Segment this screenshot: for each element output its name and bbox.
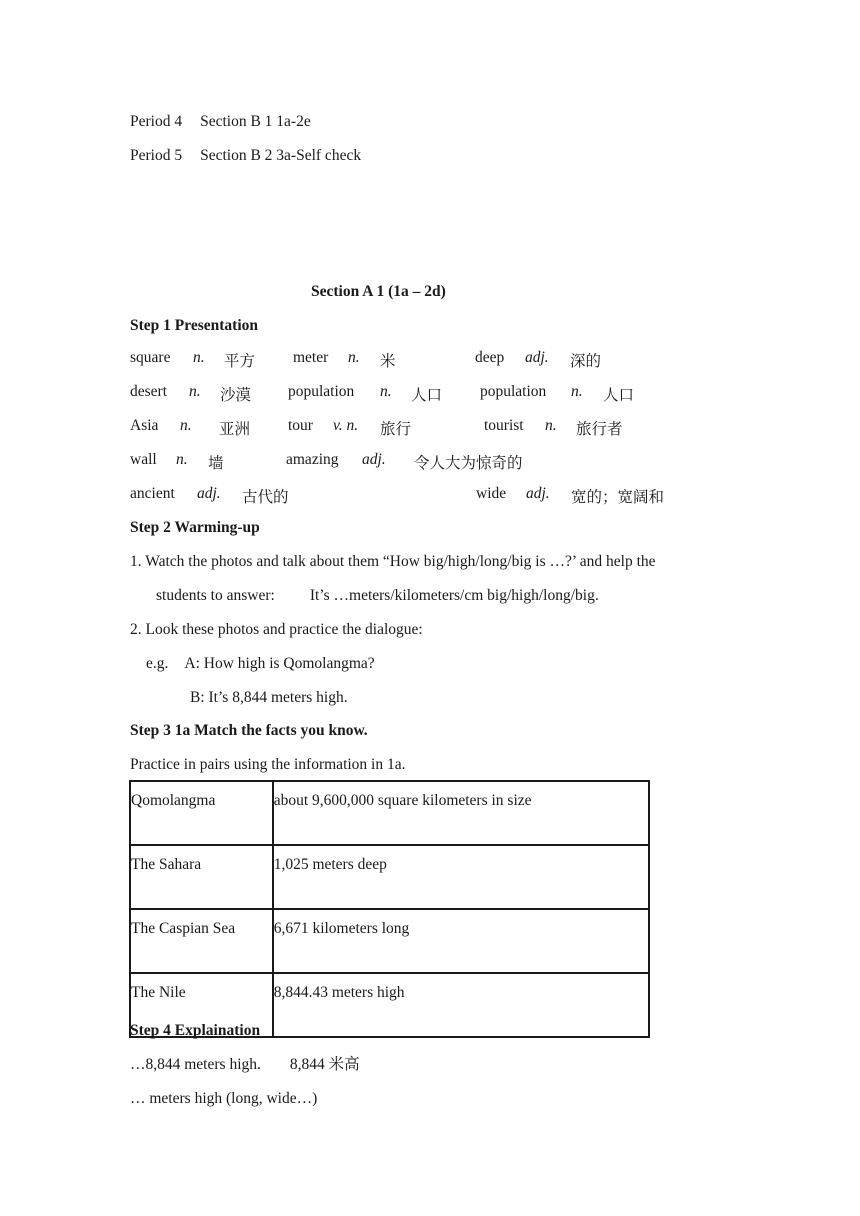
table-row <box>130 909 649 973</box>
vocab-word: square <box>130 349 171 366</box>
vocab-pos: n. <box>545 417 557 434</box>
vocab-word: meter <box>293 349 329 366</box>
dialogue-line-a: A: How high is Qomolangma? <box>184 655 375 672</box>
vocab-word: population <box>288 383 355 400</box>
table-row <box>130 845 649 909</box>
period-label: Period 5 <box>130 147 183 164</box>
vocab-pos: n. <box>380 383 392 400</box>
period-5-line <box>130 146 361 166</box>
dialogue-line-b: B: It’s 8,844 meters high. <box>190 689 348 706</box>
section-title: Section A 1 (1a – 2d) <box>311 283 446 300</box>
vocab-pos: adj. <box>526 485 550 502</box>
table-cell-fact: 6,671 kilometers long <box>273 909 649 973</box>
vocab-meaning: 亚洲 <box>219 421 251 438</box>
vocab-row <box>0 417 860 437</box>
step2-item2: 2. Look these photos and practice the dialogue: <box>130 621 423 638</box>
table-cell-fact: about 9,600,000 square kilometers in size <box>273 781 649 845</box>
table-cell-place: Qomolangma <box>130 781 273 845</box>
vocab-pos: n. <box>193 349 205 366</box>
step2-item1-line1: 1. Watch the photos and talk about them “How big/high/long/big is …?’ and help the <box>130 553 656 570</box>
vocab-pos: n. <box>571 383 583 400</box>
vocab-word: wall <box>130 451 157 468</box>
step2-example-a <box>146 654 375 674</box>
table-row <box>130 781 649 845</box>
vocab-pos: v. n. <box>333 417 359 434</box>
table-cell-place: The Caspian Sea <box>130 909 273 973</box>
step4-line1 <box>130 1055 360 1075</box>
vocab-meaning: 古代的 <box>242 489 289 506</box>
vocab-meaning: 人口 <box>411 387 443 404</box>
vocab-word: population <box>480 383 547 400</box>
period-section: Section B 1 1a-2e <box>200 113 311 130</box>
period-4-line <box>130 112 311 132</box>
vocab-row <box>0 383 860 403</box>
vocab-word: desert <box>130 383 168 400</box>
vocab-word: wide <box>476 485 507 502</box>
vocab-meaning: 平方 <box>224 353 256 370</box>
vocab-word: amazing <box>286 451 339 468</box>
step4-example: …8,844 meters high. <box>130 1056 261 1073</box>
vocab-word: deep <box>475 349 505 366</box>
period-section: Section B 2 3a-Self check <box>200 147 362 164</box>
vocab-word: Asia <box>130 417 159 434</box>
vocab-row <box>0 349 860 369</box>
vocab-meaning: 墙 <box>208 455 224 472</box>
vocab-row <box>0 451 860 471</box>
table-cell-place: The Sahara <box>130 845 273 909</box>
vocab-pos: n. <box>180 417 192 434</box>
step2-answer-label: students to answer: <box>156 587 275 604</box>
vocab-meaning: 深的 <box>570 353 602 370</box>
vocab-pos: n. <box>348 349 360 366</box>
vocab-word: tourist <box>484 417 524 434</box>
vocab-pos: n. <box>176 451 188 468</box>
step2-heading: Step 2 Warming-up <box>130 519 260 536</box>
vocab-meaning: 宽的；宽阔和 <box>571 489 665 506</box>
vocab-meaning: 沙漠 <box>220 387 252 404</box>
table-cell-fact: 8,844.43 meters high <box>273 973 649 1037</box>
step3-heading: Step 3 1a Match the facts you know. <box>130 722 368 739</box>
table-cell-place: The Nile <box>130 973 273 1037</box>
step3-instruction: Practice in pairs using the information in 1a. <box>130 756 406 773</box>
vocab-pos: adj. <box>362 451 386 468</box>
step4-heading: Step 4 Explaination <box>130 1022 261 1039</box>
vocab-word: ancient <box>130 485 175 502</box>
vocab-meaning: 令人大为惊奇的 <box>414 455 523 472</box>
vocab-pos: n. <box>189 383 201 400</box>
period-label: Period 4 <box>130 113 183 130</box>
vocab-meaning: 人口 <box>603 387 635 404</box>
vocab-word: tour <box>288 417 313 434</box>
step4-line2: … meters high (long, wide…) <box>130 1090 318 1107</box>
vocab-row <box>0 485 860 505</box>
vocab-meaning: 旅行 <box>380 421 412 438</box>
facts-table <box>129 780 650 1038</box>
step2-answer-pattern: It’s …meters/kilometers/cm big/high/long/big. <box>309 587 599 604</box>
vocab-pos: adj. <box>197 485 221 502</box>
vocab-meaning: 旅行者 <box>576 421 623 438</box>
step4-translation: 8,844 米高 <box>289 1056 360 1073</box>
step1-heading: Step 1 Presentation <box>130 317 259 334</box>
vocab-pos: adj. <box>525 349 549 366</box>
step2-item1-line2 <box>156 586 599 606</box>
table-cell-fact: 1,025 meters deep <box>273 845 649 909</box>
example-label: e.g. <box>146 655 169 672</box>
vocab-meaning: 米 <box>380 353 396 370</box>
